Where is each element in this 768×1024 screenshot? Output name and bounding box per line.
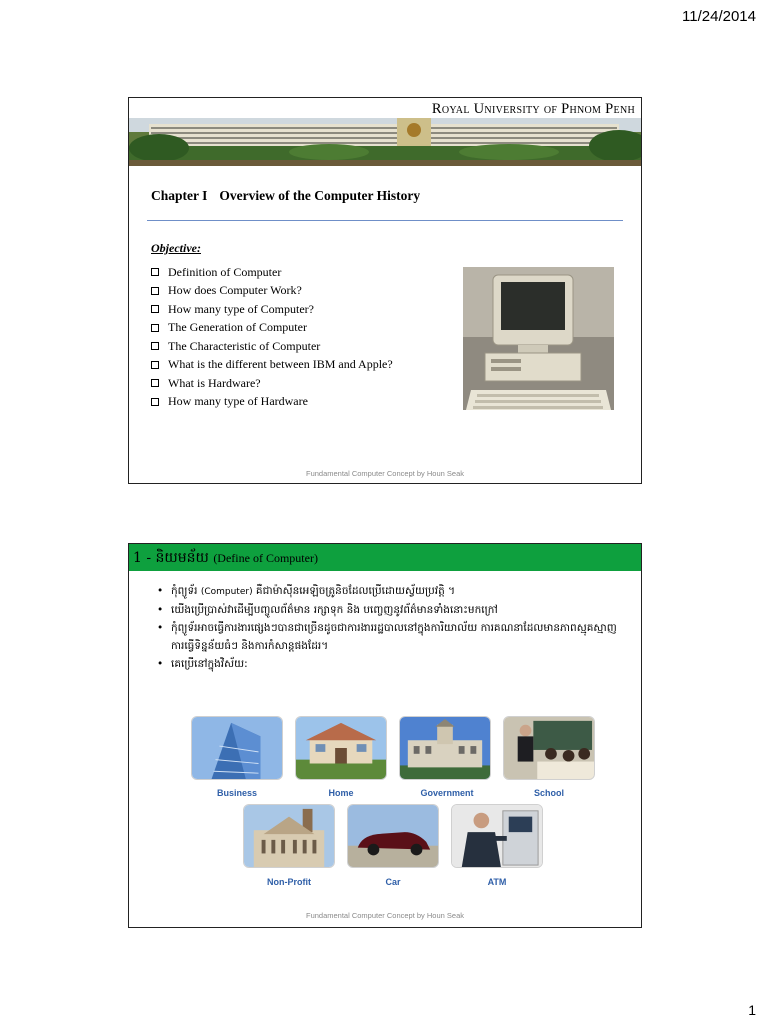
objective-text: What is Hardware? [168, 375, 261, 390]
objective-label: Objective: [151, 241, 201, 255]
slide-1 [128, 97, 642, 484]
objective-text: How many type of Hardware [168, 394, 308, 409]
label-atm: ATM [487, 877, 507, 887]
university-name: Royal University of Phnom Penh [431, 101, 635, 117]
label-government: Government [420, 788, 474, 798]
objective-item [151, 300, 393, 319]
bullet-text: (Computer) [200, 587, 253, 597]
label-nonprofit: Non-Profit [267, 877, 311, 887]
checkbox-bullet-icon [151, 361, 159, 369]
old-computer-photo [463, 267, 614, 410]
bullet-item [157, 601, 627, 619]
objective-text: The Generation of Computer [168, 320, 307, 335]
objective-text: How many type of Computer? [168, 301, 314, 316]
bullet-text: កុំព្យូទ័រ [171, 585, 198, 597]
bullet-item [157, 655, 627, 673]
business-photo [191, 716, 283, 780]
label-car: Car [385, 877, 401, 887]
home-photo [295, 716, 387, 780]
title-english: (Define of Computer) [213, 551, 318, 565]
title-khmer: 1 - និយមន័យ [133, 550, 209, 566]
slide-2 [128, 543, 642, 928]
checkbox-bullet-icon [151, 398, 159, 406]
objective-item [151, 374, 393, 393]
objective-text: The Characteristic of Computer [168, 338, 321, 353]
nonprofit-photo [243, 804, 335, 868]
chapter-heading [151, 188, 420, 204]
objective-item [151, 319, 393, 338]
checkbox-bullet-icon [151, 342, 159, 350]
checkbox-bullet-icon [151, 324, 159, 332]
label-home: Home [328, 788, 354, 798]
chapter-title: Overview of the Computer History [219, 188, 421, 203]
bullet-item [157, 582, 627, 601]
label-school: School [533, 788, 564, 798]
car-photo [347, 804, 439, 868]
atm-photo [451, 804, 543, 868]
checkbox-bullet-icon [151, 379, 159, 387]
objective-item [151, 393, 393, 412]
checkbox-bullet-icon [151, 268, 159, 276]
slide-footer: Fundamental Computer Concept by Houn Seak [305, 911, 464, 920]
label-business: Business [216, 788, 258, 798]
checkbox-bullet-icon [151, 287, 159, 295]
slide-footer: Fundamental Computer Concept by Houn Seak [305, 469, 464, 478]
heading-divider [147, 220, 623, 221]
chapter-number: Chapter I [151, 188, 208, 203]
bullet-item [157, 619, 627, 655]
print-date: 11/24/2014 [682, 8, 756, 25]
government-photo [399, 716, 491, 780]
definition-bullets [157, 582, 627, 673]
university-banner-image [129, 118, 641, 166]
page-number: 1 [748, 1002, 756, 1018]
school-photo [503, 716, 595, 780]
objective-list [151, 263, 393, 411]
objective-text: Definition of Computer [168, 264, 282, 279]
bullet-text: គឺជាម៉ាស៊ីនអេឡិចត្រូនិចដែលប្រើដោយស្វ័យប្រវត្តិ ។ [255, 585, 456, 597]
bullet-text: គេប្រើនៅក្នុងវិស័យ: [171, 658, 248, 670]
checkbox-bullet-icon [151, 305, 159, 313]
objective-item [151, 356, 393, 375]
objective-text: What is the different between IBM and Apple? [168, 357, 393, 372]
slide-title [133, 548, 318, 569]
objective-text: How does Computer Work? [168, 283, 302, 298]
objective-item [151, 282, 393, 301]
objective-item [151, 263, 393, 282]
bullet-text: កុំព្យូទ័រអាចធ្វើការងារផ្សេងៗបានជាច្រើនដូចជាការងាររដ្ឋបាលនៅក្នុងការិយាល័យ ការគណនាដែលមានភាពស្មុគស្មាញ ការធ្វើទិន្នន័យធំៗ និងការកំសាន្តផងដែរ។ [171, 622, 617, 652]
title-bar [129, 544, 641, 571]
objective-item [151, 337, 393, 356]
bullet-text: យើងប្រើប្រាស់វាដើម្បីបញ្ចូលព័ត៌មាន រក្សាទុក និង បញ្ចេញនូវព័ត៌មានទាំងនោះមកក្រៅ [171, 604, 498, 616]
